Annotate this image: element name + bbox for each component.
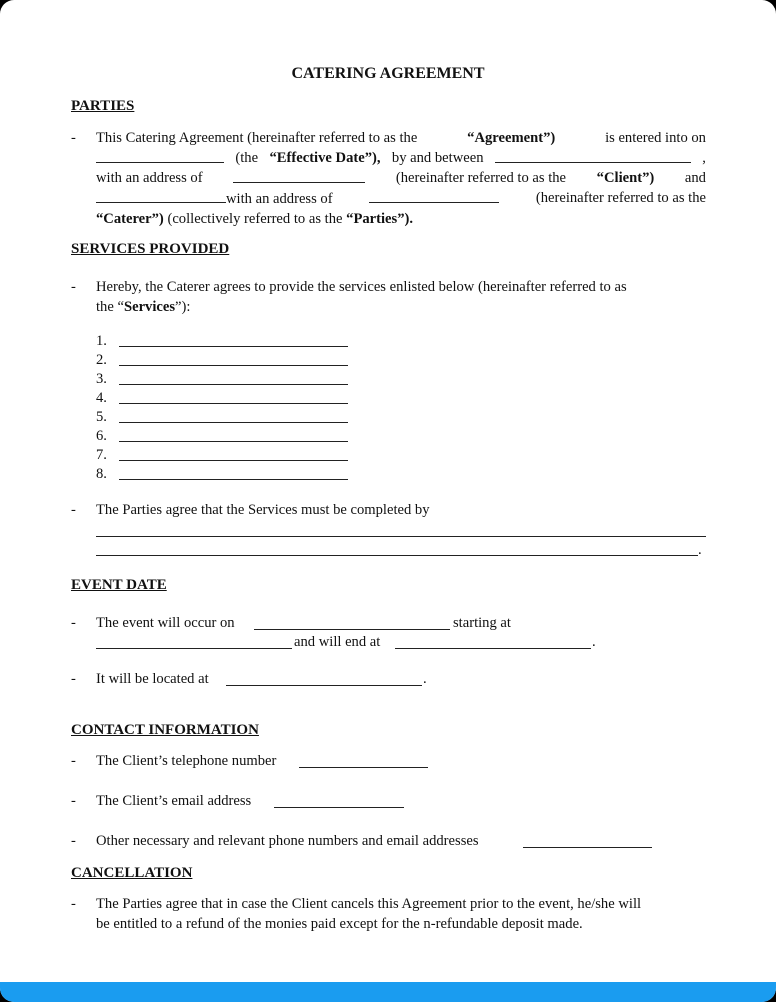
client-phone-label: The Client’s telephone number bbox=[96, 753, 277, 769]
bullet-dash: - bbox=[71, 896, 76, 912]
services-intro-line-1: Hereby, the Caterer agrees to provide the services enlisted below (hereinafter referred to as bbox=[96, 279, 627, 295]
section-heading-event-date: EVENT DATE bbox=[71, 577, 167, 593]
service-item-number: 4. bbox=[96, 390, 107, 406]
location-text: It will be located at bbox=[96, 671, 209, 687]
service-item-blank[interactable] bbox=[119, 479, 348, 480]
other-contacts-label: Other necessary and relevant phone numbers and email addresses bbox=[96, 833, 479, 849]
service-item-blank[interactable] bbox=[119, 441, 348, 442]
parties-line-5: “Caterer”) (collectively referred to as the “Parties”). bbox=[96, 211, 414, 227]
start-time-blank[interactable] bbox=[96, 648, 292, 649]
bullet-dash: - bbox=[71, 279, 76, 295]
caterer-address-blank[interactable] bbox=[369, 189, 499, 203]
service-item-number: 6. bbox=[96, 428, 107, 444]
starting-at-text: starting at bbox=[453, 615, 511, 631]
party-name-blank[interactable] bbox=[495, 149, 691, 163]
bullet-dash: - bbox=[71, 793, 76, 809]
section-heading-services: SERVICES PROVIDED bbox=[71, 241, 230, 257]
service-item-number: 1. bbox=[96, 333, 107, 349]
service-item-number: 3. bbox=[96, 371, 107, 387]
service-item-number: 2. bbox=[96, 352, 107, 368]
other-contacts-blank[interactable] bbox=[523, 847, 652, 848]
client-address-blank[interactable] bbox=[233, 169, 365, 183]
bullet-dash: - bbox=[71, 502, 76, 518]
bullet-dash: - bbox=[71, 615, 76, 631]
parties-line-2: (the “Effective Date”), by and between , bbox=[96, 149, 706, 167]
document-title: CATERING AGREEMENT bbox=[291, 65, 485, 82]
completion-blank[interactable] bbox=[96, 536, 706, 537]
client-email-label: The Client’s email address bbox=[96, 793, 252, 809]
parties-line-4: with an address of (hereinafter referred to as the bbox=[96, 189, 706, 208]
section-heading-parties: PARTIES bbox=[71, 98, 135, 114]
service-item-blank[interactable] bbox=[119, 365, 348, 366]
end-time-blank[interactable] bbox=[395, 648, 591, 649]
service-item-blank[interactable] bbox=[119, 460, 348, 461]
service-item-number: 8. bbox=[96, 466, 107, 482]
section-heading-contact: CONTACT INFORMATION bbox=[71, 722, 259, 738]
caterer-name-blank[interactable] bbox=[96, 189, 226, 203]
service-item-blank[interactable] bbox=[119, 346, 348, 347]
bullet-dash: - bbox=[71, 753, 76, 769]
service-item-blank[interactable] bbox=[119, 384, 348, 385]
client-phone-blank[interactable] bbox=[299, 767, 428, 768]
event-occur-text: The event will occur on bbox=[96, 615, 235, 631]
parties-line-1: This Catering Agreement (hereinafter referred to as the “Agreement”) is entered into on bbox=[96, 130, 706, 146]
event-date-blank[interactable] bbox=[254, 629, 450, 630]
bullet-dash: - bbox=[71, 130, 76, 146]
cancellation-line-2: be entitled to a refund of the monies paid except for the n-refundable deposit made. bbox=[96, 916, 583, 932]
bullet-dash: - bbox=[71, 833, 76, 849]
client-email-blank[interactable] bbox=[274, 807, 404, 808]
completion-text: The Parties agree that the Services must be completed by bbox=[96, 502, 430, 518]
completion-blank[interactable] bbox=[96, 555, 698, 556]
service-item-blank[interactable] bbox=[119, 422, 348, 423]
parties-line-3: with an address of (hereinafter referred to as the “Client”) and bbox=[96, 170, 706, 186]
service-item-blank[interactable] bbox=[119, 403, 348, 404]
effective-date-blank[interactable] bbox=[96, 149, 224, 163]
location-blank[interactable] bbox=[226, 685, 422, 686]
service-item-number: 5. bbox=[96, 409, 107, 425]
service-item-number: 7. bbox=[96, 447, 107, 463]
document-page: CATERING AGREEMENT PARTIES - This Catering Agreement (hereinafter referred to as the “Agreement”) is entered into on (the “Effective Date”), by and between , with an address of (hereinafter referred to as the “Client”) and with an address of (hereinafter referred to as the “Caterer”) (collectively referred to as the “Parties”). SERVICES PROVIDED - Hereby, the Caterer agrees to provide the services enlisted below (hereinafter referred to as the “Services”): 1. 2. 3. 4. 5. 6. 7. 8. - The Parties agree that the Services must be completed by . EVENT DATE - The event will occur on starting at and will end at . - It will be located at . CONTACT INFORMATION - The Client’s telephone number - The Client’s email address - Other necessary and relevant phone numbers and email addresses CANCELLATION - The Parties agree that in case the Client cancels this Agreement prior to the event, he/she will be entitled to a refund of the monies paid except for the n-refundable deposit made. bbox=[0, 0, 776, 1002]
cancellation-line-1: The Parties agree that in case the Client cancels this Agreement prior to the event, he/she will bbox=[96, 896, 642, 912]
end-at-text: and will end at bbox=[294, 634, 381, 650]
bottom-accent-bar bbox=[0, 982, 776, 1002]
services-intro-line-2: the “Services”): bbox=[96, 299, 191, 315]
section-heading-cancellation: CANCELLATION bbox=[71, 865, 193, 881]
bullet-dash: - bbox=[71, 671, 76, 687]
